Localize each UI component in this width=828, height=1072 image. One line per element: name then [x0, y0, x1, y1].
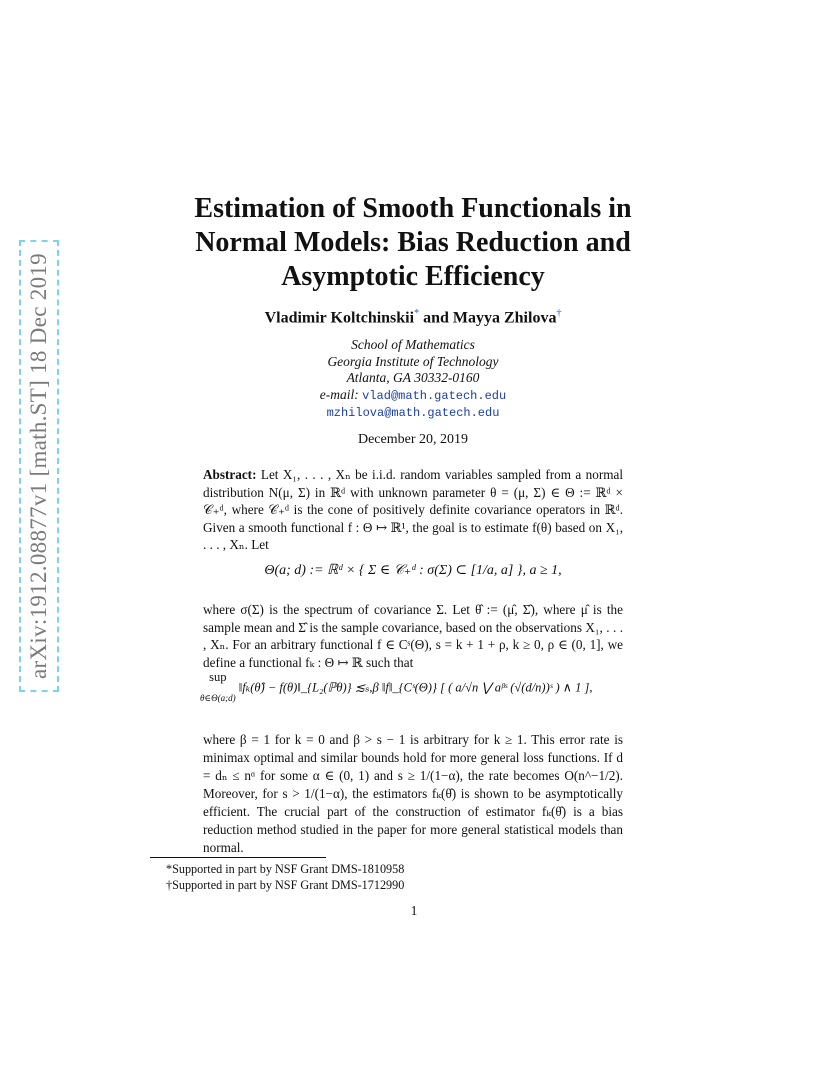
affiliation-school: School of Mathematics — [351, 337, 475, 352]
abstract-paragraph-3 — [203, 731, 623, 857]
affiliation-city: Atlanta, GA 30332-0160 — [346, 370, 480, 386]
display-formula — [200, 667, 630, 708]
title-line: Normal Models: Bias Reduction and — [195, 227, 631, 258]
page-number: 1 — [410, 903, 418, 918]
arxiv-stamp-text: arXiv:1912.08877v1 [math.ST] 18 Dec 2019 — [26, 253, 51, 679]
abstract-text: where σ(Σ) is the spectrum of covariance Σ. Let θ̂ := (μ̂, Σ̂), where μ̂ is the sample mean and Σ̂ is the sample covariance, based on the observations X₁, . . . , Xₙ. For an arbitrary functional f ∈ Cˢ(Θ), s = k + 1 + ρ, k ≥ 0, ρ ∈ (0, 1], we define a functional fₖ : Θ ↦ ℝ such that — [203, 602, 623, 670]
email-link[interactable]: vlad@math.gatech.edu — [362, 388, 507, 403]
author-list — [140, 308, 686, 327]
abstract-text: where β = 1 for k = 0 and β > s − 1 is arbitrary for k ≥ 1. This error rate is minimax optimal and similar bounds hold for more general loss functions. If d = dₙ ≤ nᵅ for some α ∈ (0, 1) and s ≥ 1/(1−α), the rate becomes O(n^−1/2). Moreover, for s > 1/(1−α), the estimators fₖ(θ̂) is shown to be asymptotically efficient. The crucial part of the construction of estimator fₖ(θ̂) is a bias reduction method studied in the paper for more general statistical models than normal. — [203, 732, 623, 855]
email-row — [140, 387, 686, 405]
title-line: Estimation of Smooth Functionals in — [194, 193, 632, 224]
email-row — [140, 404, 686, 422]
paper-date: December 20, 2019 — [357, 432, 469, 447]
footnote: †Supported in part by NSF Grant DMS-1712990 — [166, 878, 405, 892]
affiliation-institute: Georgia Institute of Technology — [327, 353, 499, 369]
abstract-text: Let X₁, . . . , Xₙ be i.i.d. random variables sampled from a normal distribution N(μ, Σ) in ℝᵈ with unknown parameter θ = (μ, Σ) ∈ Θ := ℝᵈ × 𝒞₊ᵈ, where 𝒞₊ᵈ is the cone of positively definite covariance operators in ℝᵈ. Given a smooth functional f : Θ ↦ ℝ¹, the goal is to estimate f(θ) based on X₁, . . . , Xₙ. Let — [203, 467, 624, 553]
abstract-paragraph-2 — [203, 601, 623, 671]
title-line: Asymptotic Efficiency — [281, 261, 545, 292]
author-conjunction: and — [423, 309, 449, 327]
display-formula: Θ(a; d) := ℝᵈ × { Σ ∈ 𝒞₊ᵈ : σ(Σ) ⊂ [1/a, a] }, a ≥ 1, — [264, 563, 562, 578]
footnote-mark[interactable]: † — [556, 308, 562, 319]
author-name: Mayya Zhilova — [452, 309, 557, 327]
email-link[interactable]: mzhilova@math.gatech.edu — [326, 406, 500, 421]
author-name: Vladimir Koltchinskii — [264, 309, 415, 327]
affiliation — [140, 337, 686, 422]
formula-sup-operator: sup — [209, 670, 227, 684]
footnote-rule — [150, 857, 326, 858]
arxiv-stamp — [19, 240, 59, 692]
email-label: e-mail: — [319, 386, 359, 402]
footnote: *Supported in part by NSF Grant DMS-1810958 — [166, 862, 405, 876]
paper-title — [140, 192, 686, 294]
footnote-mark[interactable]: * — [414, 308, 420, 319]
footnotes — [166, 861, 404, 893]
abstract-label: Abstract: — [203, 467, 257, 482]
formula-body: ‖fₖ(θ̂) − f(θ)‖_{L₂(ℙθ)} ≲ₛ,β ‖f‖_{Cˢ(Θ)} [ ( a/√n ⋁ aᵝˢ (√(d/n))ˢ ) ∧ 1 ], — [238, 680, 593, 695]
abstract-paragraph-1 — [203, 466, 623, 554]
formula-subscript: θ∈Θ(a;d) — [200, 693, 236, 703]
